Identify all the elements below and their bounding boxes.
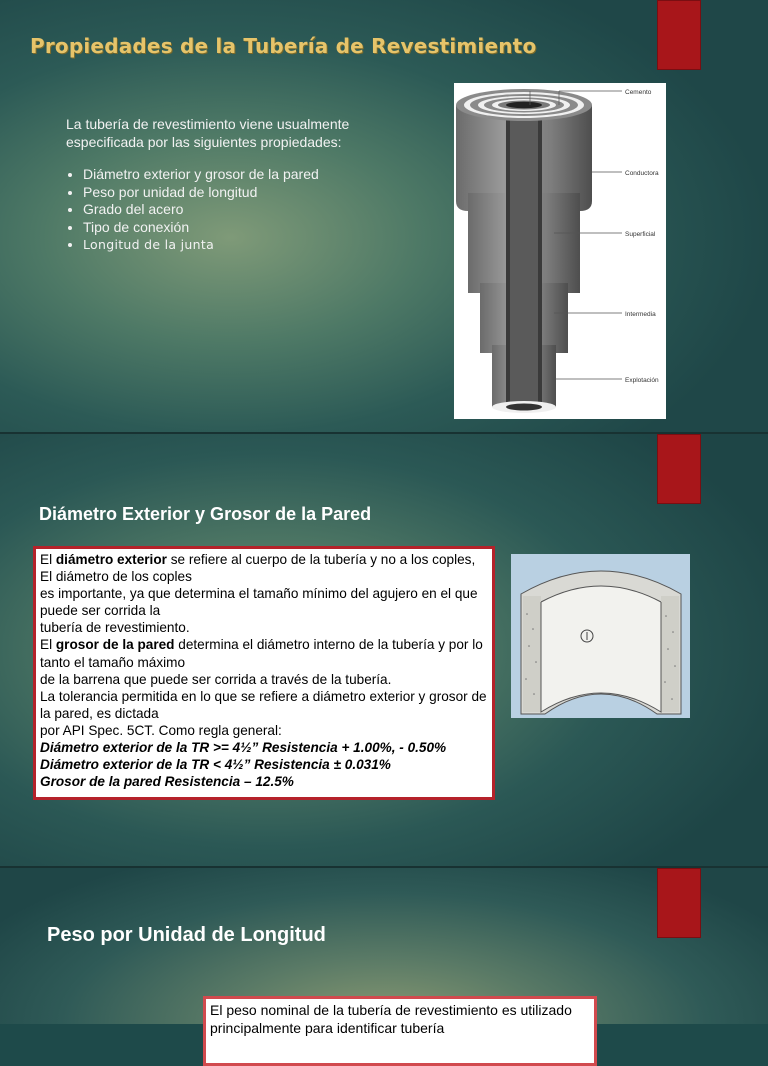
label-superficial: Superficial <box>625 231 656 238</box>
property-list <box>66 166 319 254</box>
slide-title: Propiedades de la Tubería de Revestimiento <box>30 34 537 58</box>
rule-line: Diámetro exterior de la TR < 4½” Resistencia ± 0.031% <box>40 757 391 773</box>
label-intermedia: Intermedia <box>625 311 656 318</box>
list-item: • Longitud de la junta <box>83 236 319 254</box>
list-item: • Peso por unidad de longitud <box>83 184 319 202</box>
slide-1 <box>0 0 768 432</box>
casing-diagram-svg <box>454 83 666 419</box>
paragraph: es importante, ya que determina el tamaño mínimo del agujero en el que puede ser corrida la <box>40 586 478 619</box>
text-box <box>33 546 495 800</box>
pipe-section-figure <box>511 554 690 718</box>
paragraph: El peso nominal de la tubería de revestimiento es utilizado principalmente para identificar tubería <box>210 1002 572 1036</box>
paragraph <box>40 551 488 585</box>
slide-3 <box>0 868 768 1036</box>
bold-term: diámetro exterior <box>55 552 167 567</box>
bold-term: grosor de la pared <box>55 637 175 653</box>
list-item: • Grado del acero <box>83 201 319 219</box>
paragraph <box>40 636 488 670</box>
text: determina el diámetro interno de la tubería y por lo tanto el tamaño máximo <box>40 637 483 670</box>
text: se refiere al cuerpo de la tubería y no a los coples, El diámetro de los coples <box>40 552 476 585</box>
label-cemento: Cemento <box>625 89 652 96</box>
paragraph: La tolerancia permitida en lo que se refiere a diámetro exterior y grosor de la pared, es dictada <box>40 688 487 721</box>
slide-2 <box>0 434 768 866</box>
text: El <box>40 637 56 653</box>
intro-text: La tubería de revestimiento viene usualmente especificada por las siguientes propiedades: <box>66 116 350 150</box>
slide-title: Peso por Unidad de Longitud <box>47 924 326 946</box>
slide-tab <box>657 868 701 938</box>
casing-strings-diagram <box>454 83 666 419</box>
text-box <box>203 996 597 1066</box>
rule-line: Grosor de la pared Resistencia – 12.5% <box>40 774 294 790</box>
list-item: • Tipo de conexión <box>83 219 319 237</box>
list-item: • Diámetro exterior y grosor de la pared <box>83 166 319 184</box>
label-explotacion: Explotación <box>625 377 659 384</box>
slide-title: Diámetro Exterior y Grosor de la Pared <box>39 504 372 524</box>
text: El <box>40 552 56 567</box>
paragraph: tubería de revestimiento. <box>40 620 190 636</box>
slide-tab <box>657 0 701 70</box>
paragraph: de la barrena que puede ser corrida a través de la tubería. <box>40 671 392 687</box>
rule-line: Diámetro exterior de la TR >= 4½” Resistencia + 1.00%, - 0.50% <box>40 740 447 756</box>
slide-tab <box>657 434 701 504</box>
paragraph: por API Spec. 5CT. Como regla general: <box>40 722 282 738</box>
label-conductora: Conductora <box>625 170 659 177</box>
pipe-section-svg <box>511 554 690 718</box>
